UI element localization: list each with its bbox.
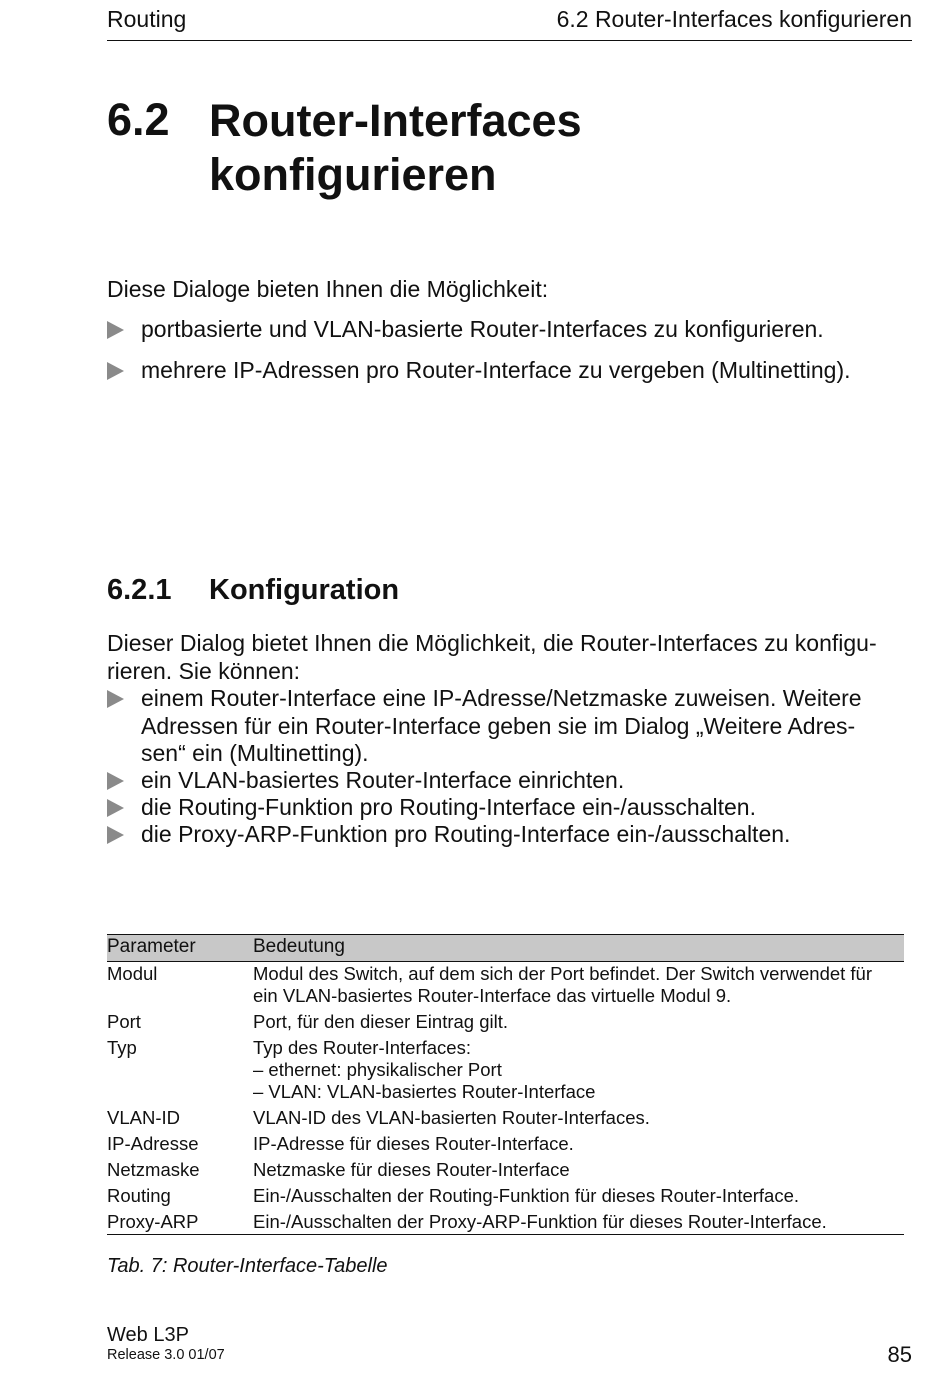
subsection-title: Konfiguration <box>209 574 400 606</box>
paragraph-line: rieren. Sie können: <box>107 657 301 684</box>
triangle-bullet-icon <box>107 321 124 339</box>
footer-release: Release 3.0 01/07 <box>107 1347 225 1363</box>
table-cell-parameter: Typ <box>107 1037 137 1058</box>
triangle-bullet-icon <box>107 690 124 708</box>
table-row <box>107 1011 904 1037</box>
section-title-line-2: konfigurieren <box>209 149 497 200</box>
table-cell-parameter: IP-Adresse <box>107 1133 199 1154</box>
cell-line: Modul des Switch, auf dem sich der Port befindet. Der Switch verwendet für <box>253 963 873 984</box>
cell-line: VLAN-ID des VLAN-basierten Router-Interfaces. <box>253 1107 650 1128</box>
table-cell-description <box>253 1107 903 1129</box>
subsection-number: 6.2.1 <box>107 574 172 606</box>
table-cell-parameter: Proxy-ARP <box>107 1211 199 1232</box>
table-row <box>107 1185 904 1211</box>
table-row <box>107 1159 904 1185</box>
page-number: 85 <box>887 1342 912 1367</box>
table-cell-description <box>253 1211 903 1233</box>
header-divider <box>107 40 912 41</box>
triangle-bullet-icon <box>107 362 124 380</box>
table-cell-description <box>253 1185 903 1207</box>
running-header-chapter: Routing <box>107 6 187 32</box>
table-header <box>107 934 904 962</box>
section-title-line-1: Router-Interfaces <box>209 95 582 146</box>
table-caption: Tab. 7: Router-Interface-Tabelle <box>107 1255 388 1277</box>
triangle-bullet-icon <box>107 799 124 817</box>
section-title <box>209 94 582 202</box>
table-bottom-rule <box>107 1234 904 1235</box>
table-header-parameter: Parameter <box>107 936 196 957</box>
config-bullet-text: ein VLAN-basiertes Router-Interface einrichten. <box>141 767 625 793</box>
table-cell-parameter: VLAN-ID <box>107 1107 180 1128</box>
table-row <box>107 1133 904 1159</box>
config-bullet-text: die Proxy-ARP-Funktion pro Routing-Interface ein-/ausschalten. <box>141 821 791 847</box>
cell-line: – VLAN: VLAN-basiertes Router-Interface <box>253 1081 596 1102</box>
table-cell-parameter: Modul <box>107 963 158 984</box>
table-header-bedeutung: Bedeutung <box>253 936 345 957</box>
cell-line: ein VLAN-basiertes Router-Interface das virtuelle Modul 9. <box>253 985 732 1006</box>
table-row <box>107 1037 904 1107</box>
footer-manual-title: Web L3P <box>107 1324 189 1346</box>
bullet-line: sen“ ein (Multinetting). <box>141 740 369 766</box>
paragraph-line: Dieser Dialog bietet Ihnen die Möglichkeit, die Router-Interfaces zu konfigu- <box>107 630 877 656</box>
table-cell-description <box>253 1037 903 1103</box>
running-header-section: 6.2 Router-Interfaces konfigurieren <box>556 6 912 32</box>
cell-line: IP-Adresse für dieses Router-Interface. <box>253 1133 574 1154</box>
cell-line: Netzmaske für dieses Router-Interface <box>253 1159 570 1180</box>
table-cell-parameter: Routing <box>107 1185 171 1206</box>
table-row <box>107 963 904 1011</box>
triangle-bullet-icon <box>107 772 124 790</box>
intro-paragraph: Diese Dialoge bieten Ihnen die Möglichkeit: <box>107 276 549 302</box>
router-interface-table <box>107 934 904 1237</box>
table-cell-parameter: Netzmaske <box>107 1159 200 1180</box>
bullet-line: einem Router-Interface eine IP-Adresse/Netzmaske zuweisen. Weitere <box>141 685 862 711</box>
table-cell-parameter: Port <box>107 1011 141 1032</box>
table-cell-description <box>253 1159 903 1181</box>
cell-line: Typ des Router-Interfaces: <box>253 1037 471 1058</box>
table-cell-description <box>253 1133 903 1155</box>
cell-line: Ein-/Ausschalten der Routing-Funktion für dieses Router-Interface. <box>253 1185 800 1206</box>
table-cell-description <box>253 1011 903 1033</box>
intro-bullet-text: mehrere IP-Adressen pro Router-Interface zu vergeben (Multinetting). <box>141 357 851 383</box>
cell-line: Ein-/Ausschalten der Proxy-ARP-Funktion für dieses Router-Interface. <box>253 1211 827 1232</box>
intro-bullet-text: portbasierte und VLAN-basierte Router-Interfaces zu konfigurieren. <box>141 316 824 342</box>
bullet-line: Adressen für ein Router-Interface geben sie im Dialog „Weitere Adres- <box>141 712 856 739</box>
section-number: 6.2 <box>107 94 170 145</box>
table-row <box>107 1107 904 1133</box>
table-cell-description <box>253 963 903 1007</box>
subsection-paragraph <box>107 630 912 685</box>
cell-line: Port, für den dieser Eintrag gilt. <box>253 1011 509 1032</box>
triangle-bullet-icon <box>107 826 124 844</box>
cell-line: – ethernet: physikalischer Port <box>253 1059 502 1080</box>
config-bullet-text: die Routing-Funktion pro Routing-Interface ein-/ausschalten. <box>141 794 756 820</box>
config-bullet-text <box>141 685 901 768</box>
